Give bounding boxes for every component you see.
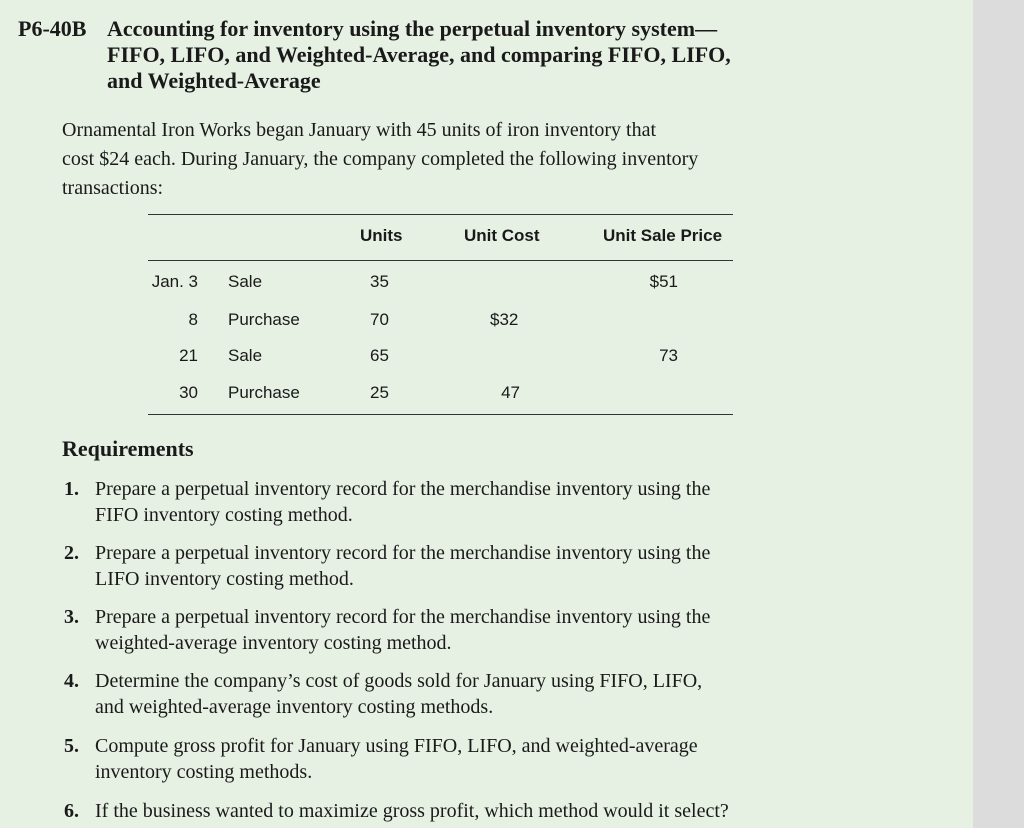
requirement-number: 5.: [64, 735, 79, 757]
intro-paragraph: [62, 116, 822, 203]
row-date: 8: [188, 310, 198, 329]
row-date: 30: [179, 383, 198, 402]
row-unit-cost: 47: [501, 383, 520, 402]
scrollbar-track[interactable]: [973, 0, 1024, 828]
problem-number: P6-40B: [18, 16, 87, 41]
requirement-text: [95, 798, 835, 824]
row-type: Purchase: [228, 310, 300, 329]
header-units: Units: [360, 226, 403, 245]
requirement-text: [95, 604, 835, 656]
intro-line: transactions:: [62, 177, 164, 199]
requirement-line: FIFO inventory costing method.: [95, 504, 353, 526]
requirement-line: Prepare a perpetual inventory record for the merchandise inventory using the: [95, 606, 711, 628]
row-unit-sale-price: $51: [649, 272, 678, 291]
requirement-text: [95, 476, 835, 528]
problem-title-line: FIFO, LIFO, and Weighted-Average, and comparing FIFO, LIFO,: [107, 42, 731, 67]
requirement-line: Prepare a perpetual inventory record for the merchandise inventory using the: [95, 478, 711, 500]
intro-line: cost $24 each. During January, the company completed the following inventory: [62, 148, 699, 170]
table-top-rule: [148, 214, 733, 215]
row-date: Jan. 3: [151, 272, 198, 291]
problem-title-line: Accounting for inventory using the perpetual inventory system—: [107, 16, 718, 41]
requirement-text: [95, 668, 835, 720]
row-units: 25: [370, 383, 389, 402]
requirement-line: inventory costing methods.: [95, 761, 313, 783]
row-units: 65: [370, 346, 389, 365]
requirements-title: Requirements: [62, 436, 194, 461]
problem-title-line: and Weighted-Average: [107, 68, 321, 93]
requirement-number: 4.: [64, 670, 79, 692]
requirement-number: 3.: [64, 606, 79, 628]
requirement-line: Determine the company’s cost of goods sold for January using FIFO, LIFO,: [95, 670, 703, 692]
requirement-line: LIFO inventory costing method.: [95, 568, 354, 590]
requirement-line: Compute gross profit for January using FIFO, LIFO, and weighted-average: [95, 735, 698, 757]
row-unit-cost: $32: [490, 310, 519, 329]
requirement-number: 2.: [64, 542, 79, 564]
intro-line: Ornamental Iron Works began January with 45 units of iron inventory that: [62, 119, 657, 141]
row-units: 35: [370, 272, 389, 291]
requirement-line: weighted-average inventory costing method.: [95, 632, 452, 654]
requirement-text: [95, 733, 835, 785]
requirement-number: 6.: [64, 800, 79, 822]
row-type: Sale: [228, 346, 263, 365]
row-type: Purchase: [228, 383, 300, 402]
requirement-number: 1.: [64, 478, 79, 500]
header-unit-sale-price: Unit Sale Price: [603, 226, 723, 245]
header-unit-cost: Unit Cost: [464, 226, 540, 245]
row-unit-sale-price: 73: [659, 346, 678, 365]
requirement-line: If the business wanted to maximize gross profit, which method would it select?: [95, 800, 729, 822]
problem-title: [107, 16, 887, 94]
row-date: 21: [179, 346, 198, 365]
row-units: 70: [370, 310, 389, 329]
row-type: Sale: [228, 272, 263, 291]
requirement-line: and weighted-average inventory costing methods.: [95, 696, 494, 718]
requirement-line: Prepare a perpetual inventory record for the merchandise inventory using the: [95, 542, 711, 564]
requirement-text: [95, 540, 835, 592]
table-bottom-rule: [148, 414, 733, 415]
table-header-rule: [148, 260, 733, 261]
